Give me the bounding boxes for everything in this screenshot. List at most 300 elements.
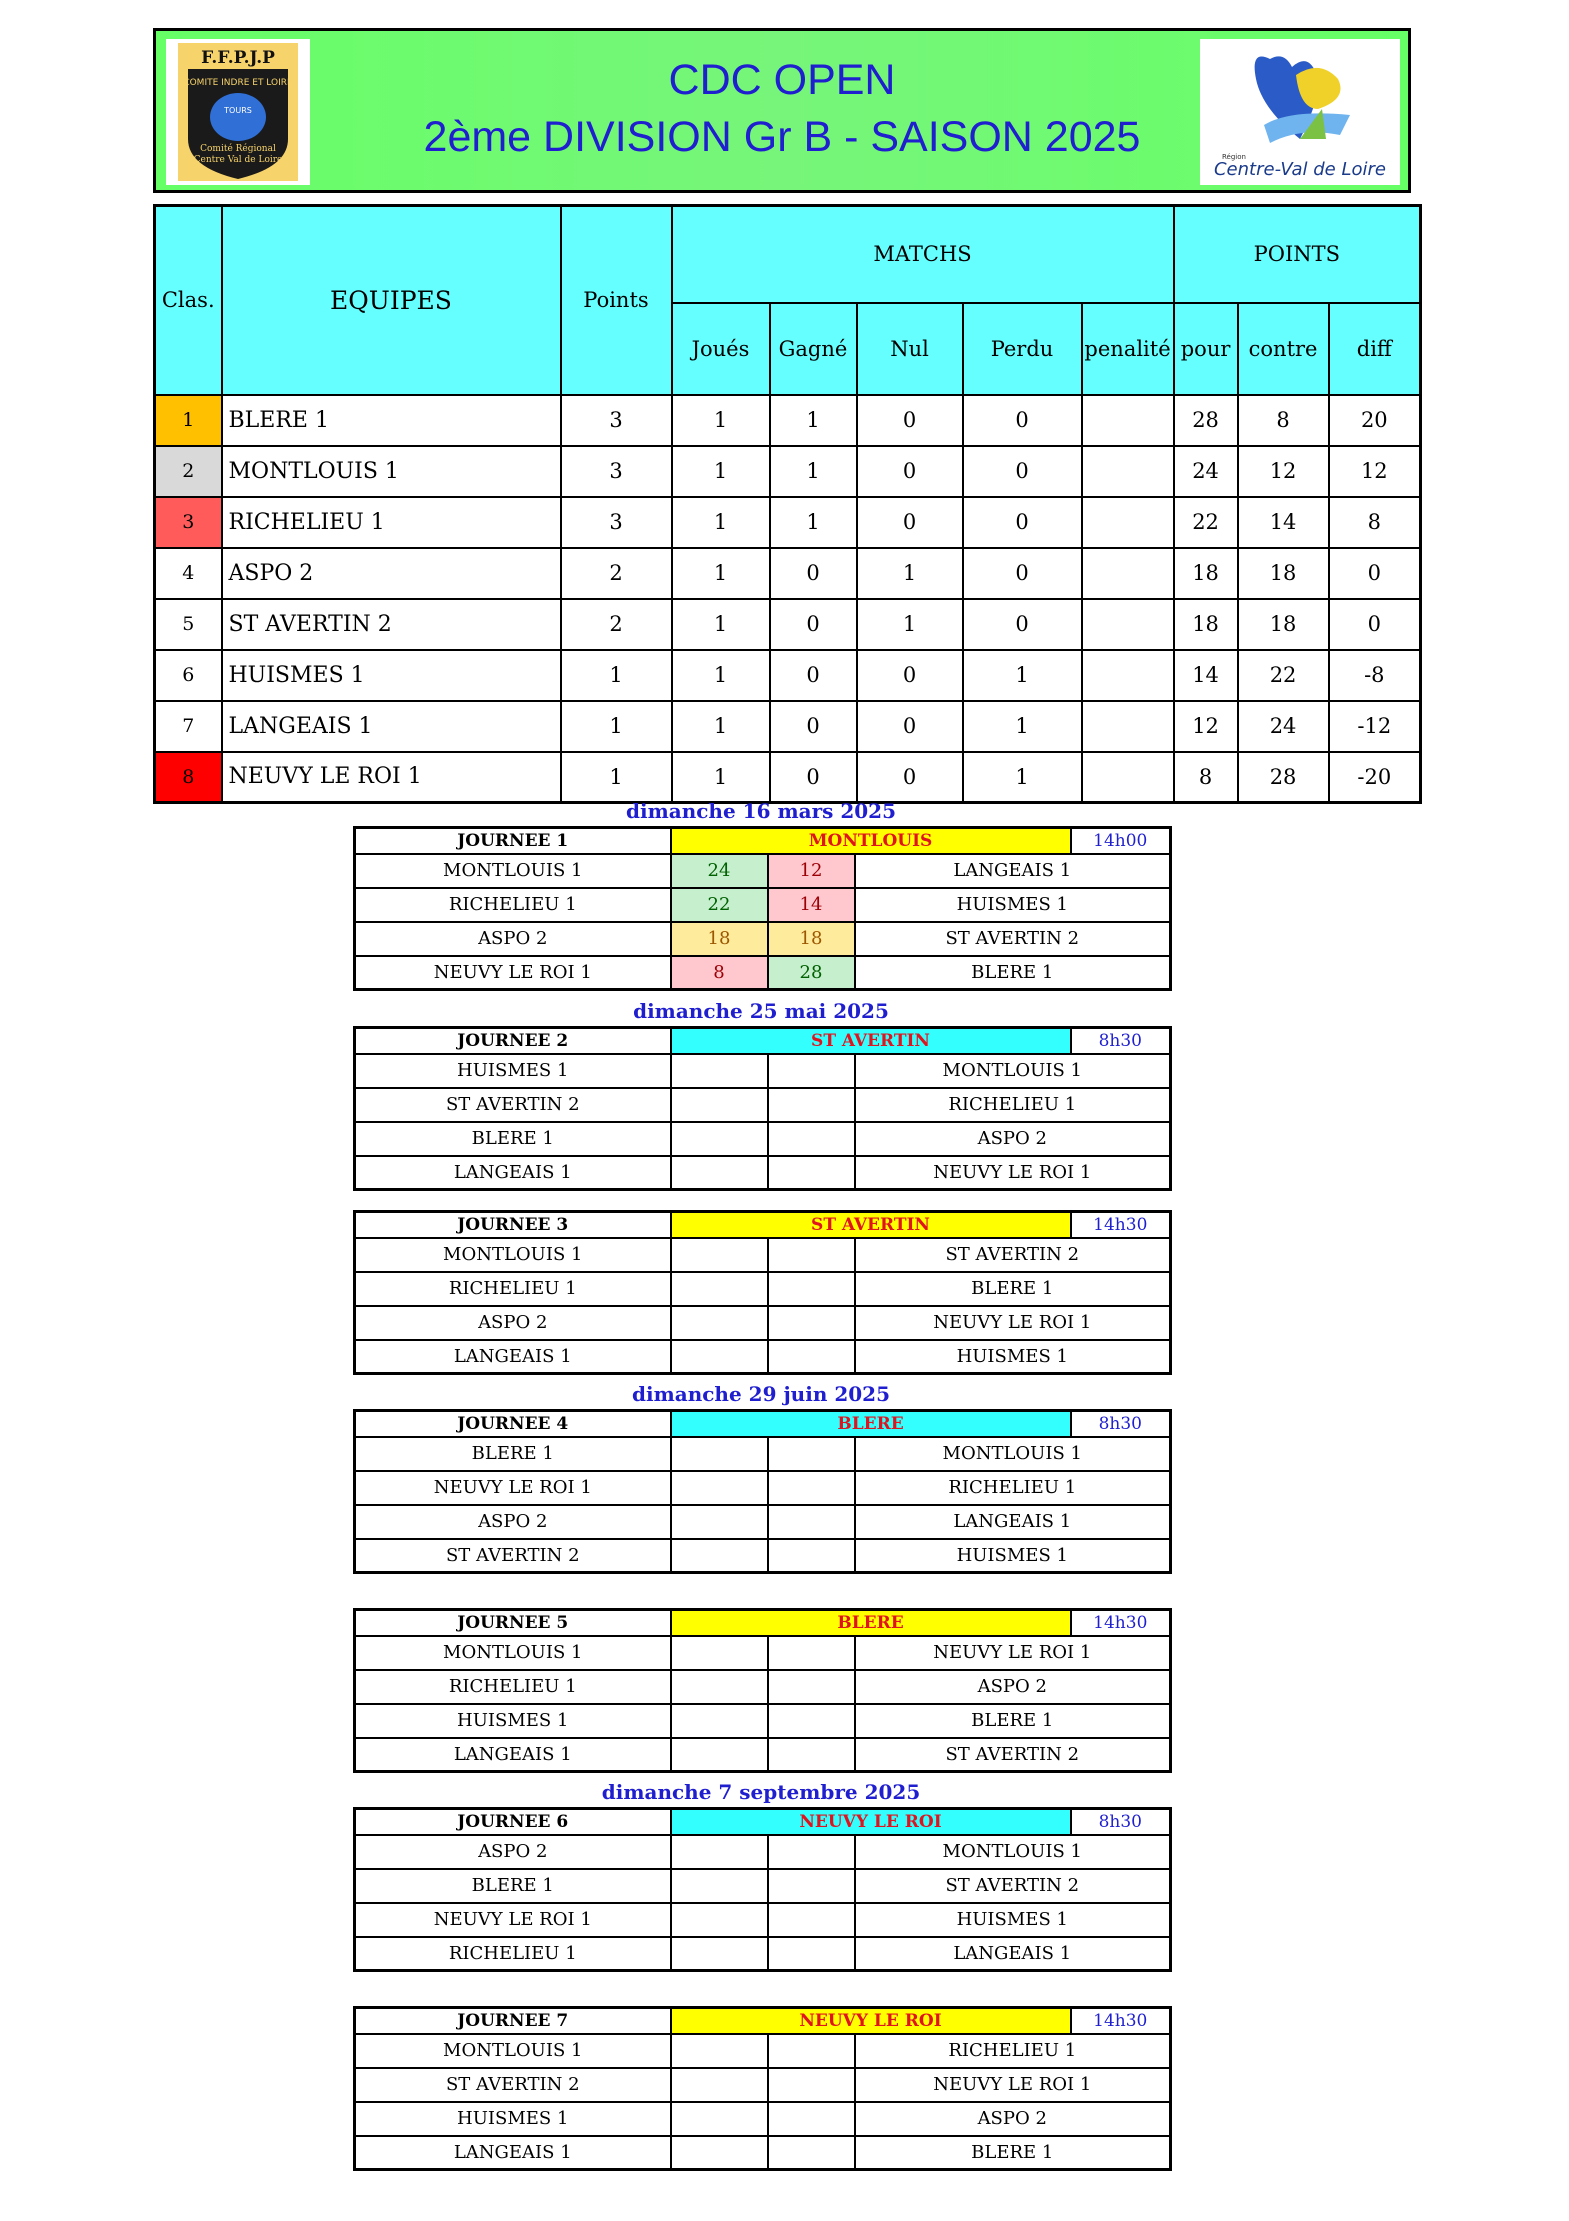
journee-header <box>355 1610 1171 1636</box>
away-score <box>768 1306 855 1340</box>
standings-cell-pour: 22 <box>1174 497 1238 548</box>
home-score <box>671 1306 768 1340</box>
away-team: MONTLOUIS 1 <box>855 1835 1171 1869</box>
away-score <box>768 1471 855 1505</box>
standings-cell-rank: 7 <box>155 701 222 752</box>
col-matchs: MATCHS <box>672 206 1174 303</box>
match-row <box>355 1505 1171 1539</box>
home-score <box>671 1272 768 1306</box>
standings-cell-penalite <box>1082 446 1174 497</box>
standings-cell-perdu: 0 <box>963 548 1082 599</box>
away-score <box>768 1636 855 1670</box>
journee-venue: NEUVY LE ROI <box>671 1809 1071 1835</box>
away-team: MONTLOUIS 1 <box>855 1437 1171 1471</box>
match-row <box>355 1636 1171 1670</box>
region-logo-text: Centre-Val de Loire <box>1213 159 1387 180</box>
home-score <box>671 1835 768 1869</box>
standings-cell-rank: 1 <box>155 395 222 446</box>
standings-cell-penalite <box>1082 599 1174 650</box>
journee-venue: BLERE <box>671 1411 1071 1437</box>
journee-table <box>353 1608 1172 1773</box>
home-team: ASPO 2 <box>355 1306 671 1340</box>
standings-cell-pour: 12 <box>1174 701 1238 752</box>
match-row <box>355 1340 1171 1374</box>
journee-table <box>353 1409 1172 1574</box>
match-row <box>355 1471 1171 1505</box>
col-equipes: EQUIPES <box>222 206 561 395</box>
journee-table <box>353 1026 1172 1191</box>
home-score <box>671 1704 768 1738</box>
standings-row <box>155 446 1421 497</box>
standings-cell-points: 2 <box>561 599 672 650</box>
col-gagne: Gagné <box>770 303 857 395</box>
standings-cell-pour: 18 <box>1174 548 1238 599</box>
standings-cell-contre: 8 <box>1238 395 1329 446</box>
standings-table <box>153 204 1422 804</box>
home-score <box>671 2068 768 2102</box>
home-score <box>671 1505 768 1539</box>
standings-cell-joues: 1 <box>672 701 770 752</box>
match-row <box>355 1869 1171 1903</box>
away-score <box>768 1054 855 1088</box>
away-score <box>768 2102 855 2136</box>
home-score <box>671 1636 768 1670</box>
journee-venue: ST AVERTIN <box>671 1212 1071 1238</box>
standings-cell-joues: 1 <box>672 497 770 548</box>
away-score <box>768 1704 855 1738</box>
logo-left-title: F.F.P.J.P <box>201 48 275 68</box>
standings-cell-perdu: 0 <box>963 599 1082 650</box>
standings-cell-gagne: 0 <box>770 548 857 599</box>
standings-cell-diff: -20 <box>1329 752 1421 803</box>
away-team: BLERE 1 <box>855 2136 1171 2170</box>
standings-cell-points: 1 <box>561 650 672 701</box>
away-score <box>768 1238 855 1272</box>
home-team: ST AVERTIN 2 <box>355 1539 671 1573</box>
home-team: BLERE 1 <box>355 1122 671 1156</box>
standings-cell-points: 1 <box>561 752 672 803</box>
standings-cell-points: 1 <box>561 701 672 752</box>
standings-cell-diff: 0 <box>1329 548 1421 599</box>
standings-cell-pour: 14 <box>1174 650 1238 701</box>
standings-cell-points: 3 <box>561 497 672 548</box>
journee-time: 14h30 <box>1071 2008 1171 2034</box>
away-score <box>768 1903 855 1937</box>
home-team: ASPO 2 <box>355 1505 671 1539</box>
home-team: LANGEAIS 1 <box>355 1340 671 1374</box>
away-score <box>768 1738 855 1772</box>
match-row <box>355 1054 1171 1088</box>
standings-cell-joues: 1 <box>672 446 770 497</box>
col-points: Points <box>561 206 672 395</box>
journee-header <box>355 828 1171 854</box>
standings-cell-penalite <box>1082 548 1174 599</box>
standings-cell-gagne: 0 <box>770 752 857 803</box>
home-team: MONTLOUIS 1 <box>355 2034 671 2068</box>
col-joues: Joués <box>672 303 770 395</box>
standings-cell-gagne: 0 <box>770 650 857 701</box>
match-row <box>355 1272 1171 1306</box>
home-team: NEUVY LE ROI 1 <box>355 956 671 990</box>
standings-cell-rank: 6 <box>155 650 222 701</box>
away-score <box>768 1539 855 1573</box>
home-score <box>671 2034 768 2068</box>
match-row <box>355 2102 1171 2136</box>
home-team: NEUVY LE ROI 1 <box>355 1471 671 1505</box>
away-team: ASPO 2 <box>855 2102 1171 2136</box>
standings-cell-perdu: 0 <box>963 446 1082 497</box>
col-pour: pour <box>1174 303 1238 395</box>
home-team: HUISMES 1 <box>355 2102 671 2136</box>
standings-cell-points: 3 <box>561 446 672 497</box>
match-row <box>355 1539 1171 1573</box>
home-score <box>671 1238 768 1272</box>
standings-cell-nul: 0 <box>857 497 963 548</box>
match-row <box>355 956 1171 990</box>
standings-row <box>155 395 1421 446</box>
home-score <box>671 1869 768 1903</box>
col-clas: Clas. <box>155 206 222 395</box>
home-score <box>671 2136 768 2170</box>
away-team: HUISMES 1 <box>855 1340 1171 1374</box>
standings-cell-perdu: 0 <box>963 395 1082 446</box>
standings-cell-joues: 1 <box>672 548 770 599</box>
away-score: 28 <box>768 956 855 990</box>
page-subtitle: 2ème DIVISION Gr B - SAISON 2025 <box>423 113 1141 161</box>
home-team: BLERE 1 <box>355 1869 671 1903</box>
standings-cell-team: BLERE 1 <box>222 395 561 446</box>
away-score <box>768 1670 855 1704</box>
home-score: 22 <box>671 888 768 922</box>
standings-cell-contre: 24 <box>1238 701 1329 752</box>
logo-left-arc: COMITE INDRE ET LOIRE <box>183 78 293 88</box>
standings-cell-nul: 0 <box>857 395 963 446</box>
home-score <box>671 1437 768 1471</box>
away-team: ST AVERTIN 2 <box>855 1738 1171 1772</box>
away-team: LANGEAIS 1 <box>855 1937 1171 1971</box>
home-score <box>671 1670 768 1704</box>
standings-cell-perdu: 1 <box>963 701 1082 752</box>
standings-cell-rank: 5 <box>155 599 222 650</box>
home-team: RICHELIEU 1 <box>355 888 671 922</box>
home-score <box>671 1471 768 1505</box>
away-score: 12 <box>768 854 855 888</box>
away-score <box>768 2068 855 2102</box>
standings-cell-diff: -8 <box>1329 650 1421 701</box>
standings-cell-gagne: 0 <box>770 701 857 752</box>
match-row <box>355 2068 1171 2102</box>
home-score: 18 <box>671 922 768 956</box>
journee-header <box>355 2008 1171 2034</box>
standings-cell-penalite <box>1082 701 1174 752</box>
match-row <box>355 1122 1171 1156</box>
match-row <box>355 1903 1171 1937</box>
standings-row <box>155 701 1421 752</box>
home-score <box>671 1738 768 1772</box>
journee-header <box>355 1212 1171 1238</box>
away-score <box>768 1869 855 1903</box>
home-team: ASPO 2 <box>355 922 671 956</box>
away-team: ST AVERTIN 2 <box>855 1238 1171 1272</box>
standings-cell-contre: 12 <box>1238 446 1329 497</box>
home-team: NEUVY LE ROI 1 <box>355 1903 671 1937</box>
home-score <box>671 1937 768 1971</box>
standings-cell-team: LANGEAIS 1 <box>222 701 561 752</box>
standings-cell-contre: 22 <box>1238 650 1329 701</box>
header-banner <box>153 28 1411 193</box>
journee-venue: BLERE <box>671 1610 1071 1636</box>
match-row <box>355 2136 1171 2170</box>
standings-cell-penalite <box>1082 650 1174 701</box>
date-line-4: dimanche 7 septembre 2025 <box>601 1780 921 1804</box>
home-team: LANGEAIS 1 <box>355 1156 671 1190</box>
page-title: CDC OPEN <box>668 56 896 104</box>
away-team: ASPO 2 <box>855 1670 1171 1704</box>
home-team: ST AVERTIN 2 <box>355 2068 671 2102</box>
standings-cell-gagne: 1 <box>770 395 857 446</box>
standings-cell-nul: 1 <box>857 599 963 650</box>
away-team: HUISMES 1 <box>855 1539 1171 1573</box>
date-line-2: dimanche 25 mai 2025 <box>633 999 889 1023</box>
journee-table <box>353 1210 1172 1375</box>
away-score <box>768 1156 855 1190</box>
match-row <box>355 922 1171 956</box>
standings-row <box>155 497 1421 548</box>
home-team: ASPO 2 <box>355 1835 671 1869</box>
journee-venue: NEUVY LE ROI <box>671 2008 1071 2034</box>
standings-cell-joues: 1 <box>672 650 770 701</box>
home-team: MONTLOUIS 1 <box>355 854 671 888</box>
standings-cell-gagne: 0 <box>770 599 857 650</box>
journee-header <box>355 1809 1171 1835</box>
home-team: HUISMES 1 <box>355 1054 671 1088</box>
standings-cell-team: RICHELIEU 1 <box>222 497 561 548</box>
match-row <box>355 1704 1171 1738</box>
away-score <box>768 2136 855 2170</box>
standings-cell-rank: 3 <box>155 497 222 548</box>
away-team: RICHELIEU 1 <box>855 1088 1171 1122</box>
home-team: MONTLOUIS 1 <box>355 1636 671 1670</box>
away-team: RICHELIEU 1 <box>855 2034 1171 2068</box>
standings-cell-team: ST AVERTIN 2 <box>222 599 561 650</box>
journee-name: JOURNEE 7 <box>355 2008 671 2034</box>
standings-row <box>155 599 1421 650</box>
standings-cell-diff: 8 <box>1329 497 1421 548</box>
standings-cell-contre: 14 <box>1238 497 1329 548</box>
home-score <box>671 1156 768 1190</box>
away-score: 18 <box>768 922 855 956</box>
standings-cell-points: 3 <box>561 395 672 446</box>
home-score: 8 <box>671 956 768 990</box>
col-perdu: Perdu <box>963 303 1082 395</box>
col-nul: Nul <box>857 303 963 395</box>
match-row <box>355 888 1171 922</box>
away-score <box>768 1937 855 1971</box>
home-team: BLERE 1 <box>355 1437 671 1471</box>
match-row <box>355 1238 1171 1272</box>
away-team: HUISMES 1 <box>855 888 1171 922</box>
standings-cell-nul: 0 <box>857 650 963 701</box>
home-team: LANGEAIS 1 <box>355 1738 671 1772</box>
match-row <box>355 1738 1171 1772</box>
journee-time: 8h30 <box>1071 1028 1171 1054</box>
standings-cell-team: HUISMES 1 <box>222 650 561 701</box>
match-row <box>355 1437 1171 1471</box>
away-score <box>768 1272 855 1306</box>
away-team: BLERE 1 <box>855 1272 1171 1306</box>
home-team: HUISMES 1 <box>355 1704 671 1738</box>
journee-time: 14h00 <box>1071 828 1171 854</box>
col-diff: diff <box>1329 303 1421 395</box>
col-contre: contre <box>1238 303 1329 395</box>
away-score <box>768 2034 855 2068</box>
standings-cell-perdu: 0 <box>963 497 1082 548</box>
journee-time: 8h30 <box>1071 1411 1171 1437</box>
standings-cell-nul: 1 <box>857 548 963 599</box>
away-team: HUISMES 1 <box>855 1903 1171 1937</box>
standings-cell-rank: 2 <box>155 446 222 497</box>
away-score <box>768 1122 855 1156</box>
journee-table <box>353 826 1172 991</box>
away-score <box>768 1437 855 1471</box>
home-team: RICHELIEU 1 <box>355 1937 671 1971</box>
away-score: 14 <box>768 888 855 922</box>
match-row <box>355 1835 1171 1869</box>
journee-header <box>355 1028 1171 1054</box>
standings-cell-gagne: 1 <box>770 497 857 548</box>
date-line-1: dimanche 16 mars 2025 <box>626 799 896 823</box>
away-team: NEUVY LE ROI 1 <box>855 1156 1171 1190</box>
journee-table <box>353 1807 1172 1972</box>
match-row <box>355 1088 1171 1122</box>
standings-cell-diff: 20 <box>1329 395 1421 446</box>
standings-cell-pour: 8 <box>1174 752 1238 803</box>
away-team: NEUVY LE ROI 1 <box>855 2068 1171 2102</box>
match-row <box>355 2034 1171 2068</box>
away-team: RICHELIEU 1 <box>855 1471 1171 1505</box>
journee-name: JOURNEE 2 <box>355 1028 671 1054</box>
standings-cell-rank: 4 <box>155 548 222 599</box>
away-team: MONTLOUIS 1 <box>855 1054 1171 1088</box>
standings-cell-diff: 0 <box>1329 599 1421 650</box>
standings-cell-contre: 18 <box>1238 548 1329 599</box>
match-row <box>355 1306 1171 1340</box>
home-score <box>671 1088 768 1122</box>
standings-cell-penalite <box>1082 752 1174 803</box>
home-team: ST AVERTIN 2 <box>355 1088 671 1122</box>
standings-cell-perdu: 1 <box>963 752 1082 803</box>
journee-table <box>353 2006 1172 2171</box>
standings-cell-gagne: 1 <box>770 446 857 497</box>
standings-cell-joues: 1 <box>672 752 770 803</box>
home-team: MONTLOUIS 1 <box>355 1238 671 1272</box>
match-row <box>355 854 1171 888</box>
away-team: LANGEAIS 1 <box>855 1505 1171 1539</box>
journee-venue: MONTLOUIS <box>671 828 1071 854</box>
away-team: ASPO 2 <box>855 1122 1171 1156</box>
standings-row <box>155 548 1421 599</box>
logo-left-bottom-2: Centre Val de Loire <box>193 155 283 165</box>
home-score <box>671 1539 768 1573</box>
away-team: LANGEAIS 1 <box>855 854 1171 888</box>
away-team: ST AVERTIN 2 <box>855 1869 1171 1903</box>
col-penalite: penalité <box>1082 303 1174 395</box>
home-team: LANGEAIS 1 <box>355 2136 671 2170</box>
home-team: RICHELIEU 1 <box>355 1272 671 1306</box>
logo-left-center: TOURS <box>224 106 252 115</box>
journee-time: 14h30 <box>1071 1212 1171 1238</box>
date-line-3: dimanche 29 juin 2025 <box>632 1382 890 1406</box>
col-points-group: POINTS <box>1174 206 1421 303</box>
standings-cell-team: ASPO 2 <box>222 548 561 599</box>
standings-cell-pour: 24 <box>1174 446 1238 497</box>
standings-row <box>155 752 1421 803</box>
home-score <box>671 1340 768 1374</box>
match-row <box>355 1937 1171 1971</box>
standings-cell-penalite <box>1082 497 1174 548</box>
region-logo-small: Région <box>1222 153 1246 161</box>
away-team: NEUVY LE ROI 1 <box>855 1636 1171 1670</box>
standings-row <box>155 650 1421 701</box>
home-score <box>671 1903 768 1937</box>
match-row <box>355 1156 1171 1190</box>
standings-cell-pour: 18 <box>1174 599 1238 650</box>
journee-time: 14h30 <box>1071 1610 1171 1636</box>
away-team: BLERE 1 <box>855 1704 1171 1738</box>
away-team: ST AVERTIN 2 <box>855 922 1171 956</box>
standings-cell-diff: -12 <box>1329 701 1421 752</box>
journee-header <box>355 1411 1171 1437</box>
standings-cell-rank: 8 <box>155 752 222 803</box>
logo-left-bottom-1: Comité Régional <box>200 144 276 154</box>
standings-cell-diff: 12 <box>1329 446 1421 497</box>
home-score <box>671 2102 768 2136</box>
journee-name: JOURNEE 4 <box>355 1411 671 1437</box>
standings-cell-team: MONTLOUIS 1 <box>222 446 561 497</box>
journee-time: 8h30 <box>1071 1809 1171 1835</box>
standings-cell-pour: 28 <box>1174 395 1238 446</box>
home-score <box>671 1122 768 1156</box>
away-team: NEUVY LE ROI 1 <box>855 1306 1171 1340</box>
standings-cell-team: NEUVY LE ROI 1 <box>222 752 561 803</box>
standings-cell-joues: 1 <box>672 395 770 446</box>
standings-cell-nul: 0 <box>857 446 963 497</box>
journee-name: JOURNEE 6 <box>355 1809 671 1835</box>
away-score <box>768 1088 855 1122</box>
standings-cell-contre: 28 <box>1238 752 1329 803</box>
journee-venue: ST AVERTIN <box>671 1028 1071 1054</box>
standings-cell-joues: 1 <box>672 599 770 650</box>
home-team: RICHELIEU 1 <box>355 1670 671 1704</box>
match-row <box>355 1670 1171 1704</box>
region-logo <box>1200 39 1400 185</box>
home-score <box>671 1054 768 1088</box>
standings-cell-nul: 0 <box>857 752 963 803</box>
journee-name: JOURNEE 5 <box>355 1610 671 1636</box>
away-score <box>768 1505 855 1539</box>
home-score: 24 <box>671 854 768 888</box>
away-score <box>768 1835 855 1869</box>
standings-cell-perdu: 1 <box>963 650 1082 701</box>
standings-cell-points: 2 <box>561 548 672 599</box>
standings-cell-contre: 18 <box>1238 599 1329 650</box>
journee-name: JOURNEE 3 <box>355 1212 671 1238</box>
away-score <box>768 1340 855 1374</box>
journee-name: JOURNEE 1 <box>355 828 671 854</box>
standings-cell-penalite <box>1082 395 1174 446</box>
standings-cell-nul: 0 <box>857 701 963 752</box>
away-team: BLERE 1 <box>855 956 1171 990</box>
